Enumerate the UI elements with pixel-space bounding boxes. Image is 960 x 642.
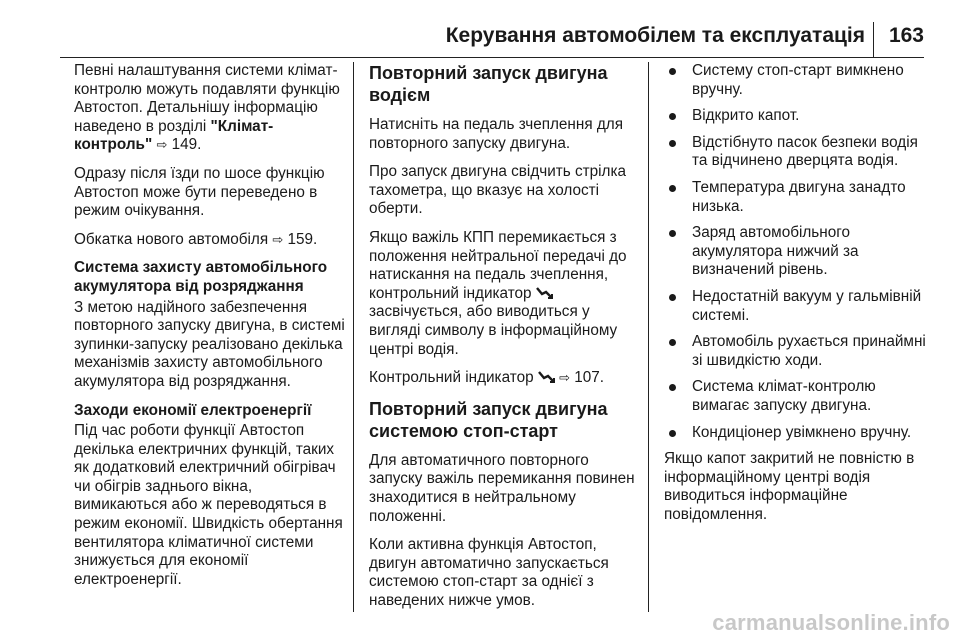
cross-reference-link[interactable]: "Клімат-контроль" [74,117,274,154]
section-heading: Повторний запуск двигуна системою стоп-старт [369,398,608,441]
paragraph [74,62,346,155]
page-reference[interactable]: 159. [287,230,318,248]
paragraph-text: Обкатка нового автомобіля [74,230,269,248]
header-rule [60,57,924,58]
list-item: Кондиціонер увімкнено вручну. [664,424,934,443]
paragraph [369,369,639,388]
section-heading: Повторний запуск двигуна водієм [369,63,608,105]
section-heading: Заходи економії електроенергії [74,401,312,419]
column-1 [74,62,346,599]
list-item: Автомобіль рухається принаймні зі швидкістю ходи. [664,333,934,370]
column-2 [369,62,639,620]
paragraph-text: Контрольний індикатор [369,369,534,387]
condition-list [664,62,934,442]
paragraph: Для автоматичного повторного запуску важіль перемикання повинен знаходитися в нейтральному положенні. [369,451,635,525]
paragraph [74,231,346,250]
arrow-ref-icon: ⇨ [156,137,168,153]
stop-start-indicator-icon [536,286,553,300]
paragraph-text: засвічується, або виводиться у вигляді символу в інформаційному центрі водія. [369,303,618,358]
list-item: Заряд автомобільного акумулятора нижчий за визначений рівень. [664,224,934,280]
column-3 [664,62,934,534]
arrow-ref-icon: ⇨ [272,231,284,247]
paragraph-text: Певні налаштування системи клімат-контролю можуть подавляти функцію Автостоп. Детальнішу інформацію наведено в розділі [74,62,340,135]
paragraph-text: Якщо важіль КПП перемикається з положення нейтральної передачі до натискання на педаль зчеплення, контрольний індикатор [369,228,627,302]
paragraph: Натисніть на педаль зчеплення для повторного запуску двигуна. [369,116,623,152]
page-reference[interactable]: 107. [574,369,605,387]
column-divider-2 [648,62,649,612]
header-divider [873,22,874,58]
list-item: Температура двигуна занадто низька. [664,179,934,216]
paragraph: Якщо капот закритий не повністю в інформаційному центрі водія виводиться інформаційне повідомлення. [664,450,915,523]
section-heading: Система захисту автомобільного акумулятора від розряджання [74,259,328,295]
list-item: Система клімат-контролю вимагає запуску двигуна. [664,378,934,415]
list-item: Відкрито капот. [664,107,934,126]
watermark: carmanualsonline.info [712,610,950,635]
paragraph: Під час роботи функції Автостоп декілька електричних функцій, таких як додатковий електричний обігрівач чи обігрів заднього вікна, вимикаються або ж переводяться в режим економії. Швидкість обертання вентилятора кліматичної системи знижується для економії електроенергії. [74,422,343,588]
stop-start-indicator-icon [538,370,555,384]
arrow-ref-icon: ⇨ [559,370,571,386]
list-item: Систему стоп-старт вимкнено вручну. [664,62,934,99]
list-item: Відстібнуто пасок безпеки водія та відчинено дверцята водія. [664,134,934,171]
paragraph: Коли активна функція Автостоп, двигун автоматично запускається системою стоп-старт за однієї з наведених нижче умов. [369,536,609,609]
paragraph: Одразу після їзди по шосе функцію Автостоп може бути переведено в режим очікування. [74,164,325,220]
column-divider-1 [353,62,354,612]
page-number: 163 [888,24,924,47]
paragraph: Про запуск двигуна свідчить стрілка тахометра, що вказує на холості оберти. [369,163,627,218]
list-item: Недостатній вакуум у гальмівній системі. [664,288,934,325]
page-header [0,0,960,60]
paragraph [369,229,639,359]
page-title: Керування автомобілем та експлуатація [445,24,865,47]
page-reference[interactable]: 149. [171,136,202,154]
paragraph: З метою надійного забезпечення повторного запуску двигуна, в системі зупинки-запуску реалізовано декілька механізмів захисту автомобільного акумулятора від розряджання. [74,298,345,390]
